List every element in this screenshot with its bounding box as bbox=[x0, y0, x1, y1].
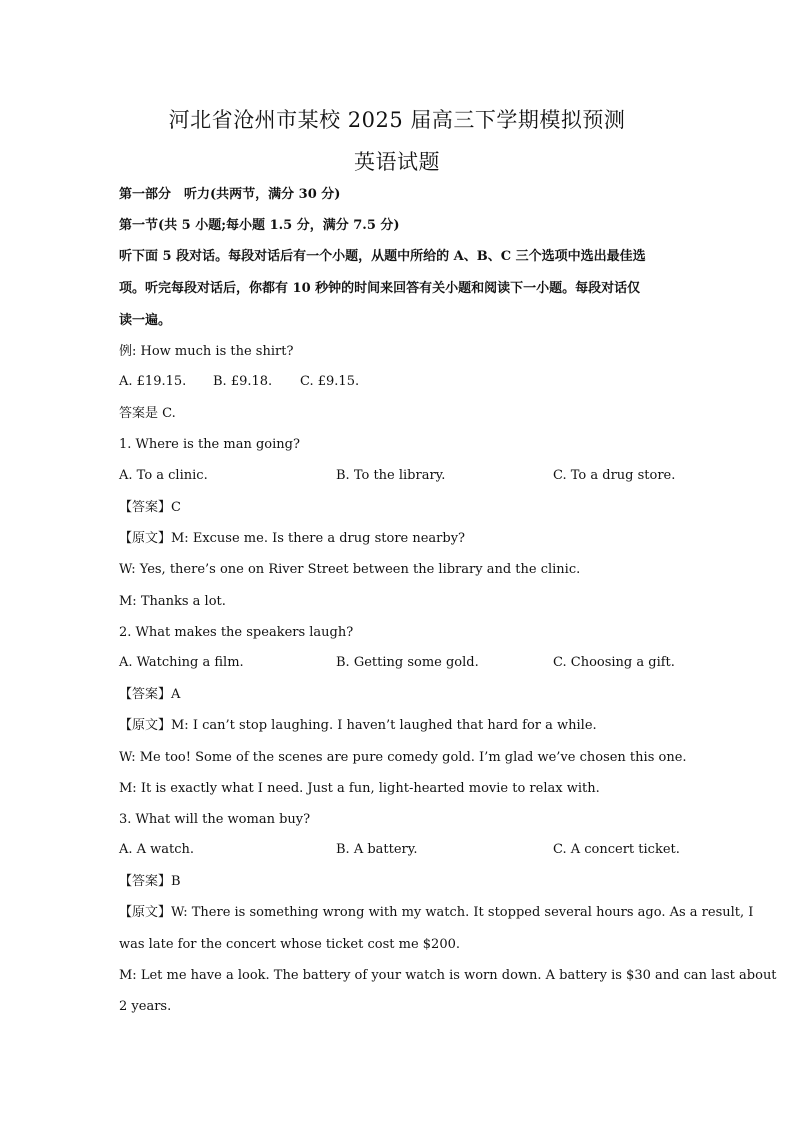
question-2-transcript-line-3: M: It is exactly what I need. Just a fun, light-hearted movie to relax with. bbox=[119, 781, 600, 796]
instructions-line-2: 项。听完每段对话后，你都有 10 秒钟的时间来回答有关小题和阅读下一小题。每段对话仅 bbox=[119, 281, 641, 296]
question-1: 1. Where is the man going? bbox=[119, 437, 300, 452]
question-2-option-c: C. Choosing a gift. bbox=[553, 655, 675, 670]
instructions-line-1: 听下面 5 段对话。每段对话后有一个小题，从题中所给的 A、B、C 三个选项中选出最佳选 bbox=[119, 249, 646, 264]
question-2-option-b: B. Getting some gold. bbox=[336, 655, 479, 670]
question-2-option-a: A. Watching a film. bbox=[119, 655, 244, 670]
question-1-transcript-line-3: M: Thanks a lot. bbox=[119, 594, 226, 609]
example-option-a: A. £19.15. bbox=[119, 374, 187, 389]
question-2-transcript-line-2: W: Me too! Some of the scenes are pure comedy gold. I’m glad we’ve chosen this one. bbox=[119, 750, 687, 765]
question-1-transcript-line-2: W: Yes, there’s one on River Street between the library and the clinic. bbox=[119, 562, 581, 577]
question-1-option-a: A. To a clinic. bbox=[119, 468, 208, 483]
question-3-option-a: A. A watch. bbox=[119, 842, 195, 857]
question-1-option-c: C. To a drug store. bbox=[553, 468, 676, 483]
question-2-answer: 【答案】A bbox=[119, 687, 181, 702]
question-3-answer: 【答案】B bbox=[119, 874, 181, 889]
question-3: 3. What will the woman buy? bbox=[119, 812, 311, 827]
instructions-line-3: 读一遍。 bbox=[119, 313, 172, 328]
question-3-option-b: B. A battery. bbox=[336, 842, 418, 857]
example-option-b: B. £9.18. bbox=[213, 374, 273, 389]
question-1-answer: 【答案】C bbox=[119, 500, 181, 515]
part-heading: 第一部分 听力(共两节，满分 30 分) bbox=[119, 187, 341, 202]
example-question: 例: How much is the shirt? bbox=[119, 344, 294, 359]
question-3-transcript-line-1: 【原文】W: There is something wrong with my watch. It stopped several hours ago. As a result, I bbox=[119, 905, 754, 920]
section-heading: 第一节(共 5 小题;每小题 1.5 分，满分 7.5 分) bbox=[119, 218, 400, 233]
example-option-c: C. £9.15. bbox=[300, 374, 360, 389]
question-2-transcript-line-1: 【原文】M: I can’t stop laughing. I haven’t laughed that hard for a while. bbox=[119, 718, 597, 733]
question-1-option-b: B. To the library. bbox=[336, 468, 446, 483]
question-3-transcript-line-2: was late for the concert whose ticket cost me $200. bbox=[119, 937, 460, 952]
example-answer: 答案是 C. bbox=[119, 406, 176, 421]
question-3-transcript-line-4: 2 years. bbox=[119, 999, 172, 1014]
question-3-transcript-line-3: M: Let me have a look. The battery of your watch is worn down. A battery is $30 and can last about bbox=[119, 968, 777, 983]
question-1-transcript-line-1: 【原文】M: Excuse me. Is there a drug store nearby? bbox=[119, 531, 466, 546]
question-2: 2. What makes the speakers laugh? bbox=[119, 625, 354, 640]
document-title: 河北省沧州市某校 2025 届高三下学期模拟预测 bbox=[168, 108, 626, 132]
question-3-option-c: C. A concert ticket. bbox=[553, 842, 680, 857]
subject-title: 英语试题 bbox=[354, 150, 440, 174]
